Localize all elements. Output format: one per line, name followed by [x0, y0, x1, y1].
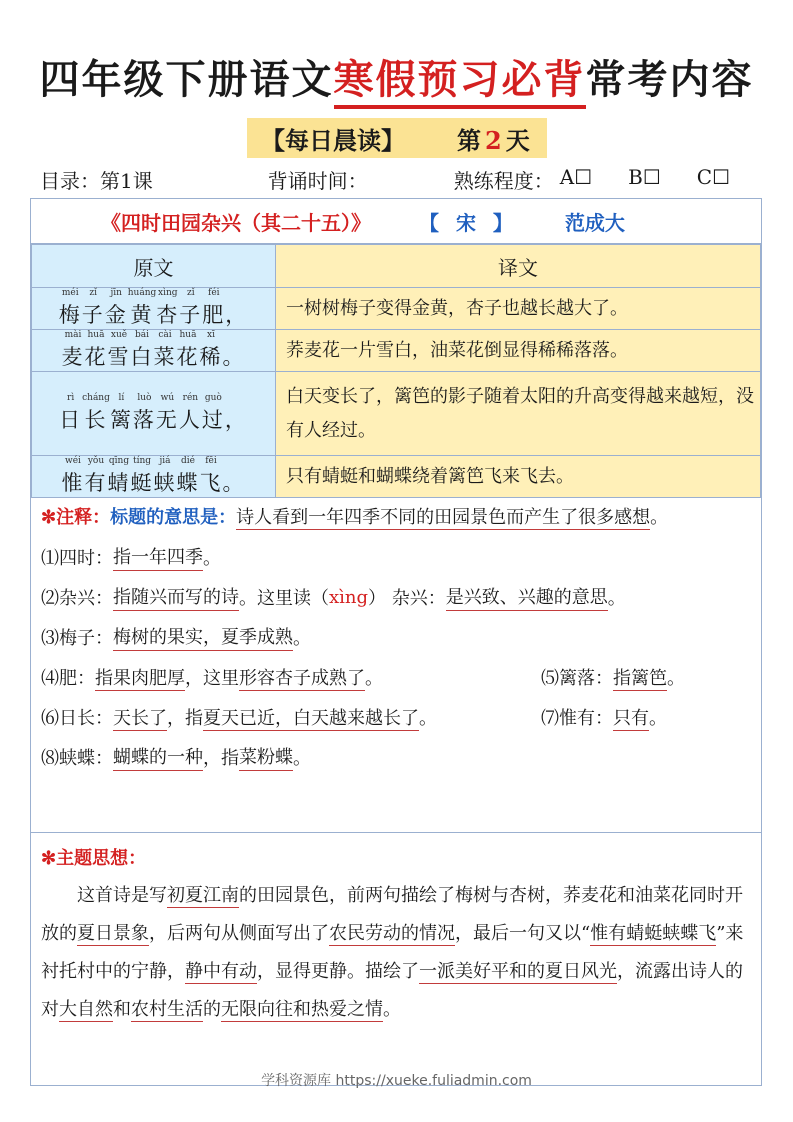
- poem-char: [82, 288, 105, 329]
- pinyin: zǐ: [186, 288, 195, 298]
- theme-text: ”来衬托村中的宁静，: [41, 923, 744, 982]
- poem-line: [32, 393, 275, 434]
- poem-char: [225, 393, 248, 434]
- poem-char: [105, 288, 128, 329]
- poem-char: [156, 393, 179, 434]
- hanzi: 惟: [61, 471, 85, 495]
- hanzi: 白: [130, 345, 154, 369]
- pinyin: xuě: [110, 330, 128, 340]
- theme-text: ，后两句从侧面写出了: [149, 923, 329, 944]
- poem-char: [85, 456, 108, 497]
- hanzi: 梅: [58, 303, 82, 327]
- title-highlight: 寒假预习必背: [334, 56, 586, 109]
- hanzi: 蜓: [130, 471, 154, 495]
- hanzi: 有: [84, 471, 108, 495]
- translation-line: 白天变长了，篱笆的影子随着太阳的升高变得越来越短，没有人经过。: [276, 372, 761, 456]
- poem-char: [82, 393, 110, 434]
- poem-char: [108, 456, 131, 497]
- pinyin: mài: [64, 330, 82, 340]
- hanzi: 花: [176, 345, 200, 369]
- theme-keyphrase: 农民劳动的情况: [329, 923, 455, 944]
- poem-header: [31, 199, 761, 244]
- theme-heading: ✻主题思想：: [41, 848, 147, 869]
- poem-char: [225, 288, 248, 329]
- poem-char: [59, 393, 82, 434]
- poem-char: [154, 456, 177, 497]
- note-item-4: ⑷肥：指果肉肥厚，这里形容杏子成熟了。: [41, 668, 383, 689]
- theme-section: [41, 841, 753, 1029]
- pinyin: lí: [118, 393, 125, 403]
- pinyin: dié: [181, 456, 195, 466]
- poem-char: [128, 288, 157, 329]
- hanzi: 杏: [156, 303, 180, 327]
- hanzi: 菜: [153, 345, 177, 369]
- theme-text: 和: [113, 999, 131, 1020]
- note-item-3: ⑶梅子： 梅树的果实，夏季成熟 。: [41, 617, 753, 657]
- theme-text: 这首诗是写: [77, 885, 167, 906]
- theme-keyphrase: 农村生活: [131, 999, 203, 1020]
- pinyin: yǒu: [87, 456, 105, 466]
- poem-char: [200, 456, 223, 497]
- theme-text: ，流露出诗人的对: [41, 961, 743, 1020]
- daily-reading-bar: [247, 118, 547, 158]
- theme-text: 的: [203, 999, 221, 1020]
- title-meaning-label: 标题的意思是：: [110, 507, 237, 528]
- pinyin-xing: xìng: [329, 586, 369, 608]
- title-part1: 四年级下册语文: [39, 56, 334, 103]
- pinyin: wéi: [65, 456, 81, 466]
- theme-keyphrase: 静中有动: [185, 961, 257, 982]
- note-item-4-5: [41, 657, 753, 697]
- pinyin: bái: [134, 330, 149, 340]
- pinyin: [225, 288, 248, 299]
- poem-line: [32, 456, 275, 497]
- poem-title: 《四时田园杂兴（其二十五）》: [101, 210, 371, 235]
- poem-char: [223, 456, 246, 497]
- theme-keyphrase: 初夏江南: [167, 885, 239, 906]
- catalog-label: 目录：第1课: [40, 168, 153, 193]
- pinyin: huáng: [127, 288, 157, 298]
- daily-reading-label: 【每日晨读】: [261, 125, 405, 155]
- theme-keyphrase: 大自然: [59, 999, 113, 1020]
- hanzi: 蛱: [153, 471, 177, 495]
- recite-time-label: 背诵时间：: [267, 168, 368, 193]
- poem-char: [223, 330, 246, 371]
- poem-char: [179, 288, 202, 329]
- table-header: [32, 245, 761, 288]
- pinyin: guò: [204, 393, 222, 403]
- poem-char: [62, 456, 85, 497]
- pinyin: wú: [160, 393, 175, 403]
- pinyin: xī: [207, 330, 215, 340]
- theme-keyphrase: 惟有蜻蜓蛱蝶飞: [590, 923, 717, 944]
- hanzi: 过: [201, 408, 225, 432]
- proficiency-option-a[interactable]: A☐: [559, 164, 593, 189]
- translation-line: 荞麦花一片雪白，油菜花倒显得稀稀落落。: [276, 330, 761, 372]
- pinyin: fēi: [205, 456, 217, 466]
- note-item-7: ⑺惟有：只有。: [541, 708, 667, 729]
- pinyin: rì: [67, 393, 75, 403]
- pinyin: zǐ: [89, 288, 98, 298]
- poem-char: [59, 288, 82, 329]
- title-meaning-text: 诗人看到一年四季不同的田园景色而产生了很多感想: [236, 507, 651, 528]
- hanzi: 麦: [61, 345, 85, 369]
- pinyin: méi: [61, 288, 79, 298]
- page-title: [0, 48, 793, 105]
- section-divider: [31, 832, 761, 833]
- table-row: [32, 330, 761, 372]
- pinyin: tíng: [132, 456, 152, 466]
- column-header-original: 原文: [32, 245, 276, 288]
- poem-char: [62, 330, 85, 371]
- hanzi: 金: [104, 303, 128, 327]
- poem-char: [156, 288, 179, 329]
- footer-watermark: 学科资源库 https://xueke.fuliadmin.com: [261, 1073, 532, 1089]
- hanzi: 日: [59, 408, 83, 432]
- theme-paragraph: [41, 877, 753, 1029]
- note-item-5: ⑸篱落：指篱笆。: [541, 668, 685, 689]
- note-item-8: ⑻蛱蝶： 蝴蝶的一种 ，指 菜粉蝶 。: [41, 737, 753, 777]
- note-item-6-7: [41, 697, 753, 737]
- pinyin: qīng: [108, 456, 130, 466]
- poem-char: [131, 456, 154, 497]
- hanzi: 花: [84, 345, 108, 369]
- column-header-translation: 译文: [276, 245, 761, 288]
- hanzi: 黄: [130, 303, 154, 327]
- hanzi: 子: [81, 303, 105, 327]
- pinyin: xìng: [158, 288, 178, 298]
- table-row: [32, 456, 761, 498]
- poem-table: [31, 244, 761, 498]
- poem-char: [133, 393, 156, 434]
- day-indicator: 第 2 天: [457, 125, 530, 155]
- poem-char: [179, 393, 202, 434]
- hanzi: ，: [225, 303, 249, 327]
- hanzi: 蜻: [107, 471, 131, 495]
- hanzi: 雪: [107, 345, 131, 369]
- hanzi: 肥: [202, 303, 226, 327]
- note-item-6: ⑹日长：天长了，指夏天已近，白天越来越长了。: [41, 708, 437, 729]
- poem-char: [85, 330, 108, 371]
- pinyin: jīn: [110, 288, 122, 298]
- hanzi: 蝶: [176, 471, 200, 495]
- translation-line: 一树树梅子变得金黄，杏子也越长越大了。: [276, 288, 761, 330]
- hanzi: 篱: [109, 408, 133, 432]
- hanzi: 长: [84, 408, 108, 432]
- hanzi: 子: [179, 303, 203, 327]
- table-row: [32, 372, 761, 456]
- poem-char: [110, 393, 133, 434]
- day-number: 2: [485, 125, 502, 155]
- poem-char: [131, 330, 154, 371]
- pinyin: huā: [179, 330, 197, 340]
- notes-section: [41, 499, 753, 777]
- notes-heading: ✻注释：: [41, 507, 111, 528]
- pinyin: jiá: [159, 456, 171, 466]
- theme-text: ，最后一句又以“: [455, 923, 591, 944]
- pinyin: huā: [87, 330, 105, 340]
- meta-row: [40, 164, 760, 194]
- hanzi: 。: [222, 345, 246, 369]
- table-row: [32, 288, 761, 330]
- theme-keyphrase: 夏日景象: [77, 923, 149, 944]
- pinyin: [225, 393, 248, 404]
- note-item-2: ⑵杂兴： 指随兴而写的诗 。这里读（ xìng ） 杂兴： 是兴致、兴趣的意思 。: [41, 577, 753, 617]
- hanzi: 飞: [199, 471, 223, 495]
- title-part2: 常考内容: [585, 56, 754, 103]
- notes-title-meaning: ✻注释：标题的意思是：诗人看到一年四季不同的田园景色而产生了很多感想。: [41, 507, 669, 528]
- hanzi: 稀: [199, 345, 223, 369]
- pinyin: cài: [158, 330, 172, 340]
- poem-char: [177, 456, 200, 497]
- hanzi: ，: [224, 408, 248, 432]
- pinyin: féi: [207, 288, 220, 298]
- proficiency-option-b[interactable]: B☐: [628, 164, 661, 189]
- pinyin: rén: [182, 393, 199, 403]
- proficiency-option-c[interactable]: C☐: [696, 164, 730, 189]
- pinyin: [223, 456, 246, 467]
- theme-text: 。: [383, 999, 401, 1020]
- poem-char: [108, 330, 131, 371]
- pinyin: luò: [137, 393, 152, 403]
- proficiency-label: 熟练程度：: [453, 168, 554, 193]
- content-box: [30, 198, 762, 1086]
- poem-char: [154, 330, 177, 371]
- note-item-1: ⑴四时： 指一年四季 。: [41, 537, 753, 577]
- poem-char: [177, 330, 200, 371]
- pinyin: cháng: [82, 393, 110, 403]
- theme-text: ，显得更静。描绘了: [257, 961, 419, 982]
- hanzi: 。: [222, 471, 246, 495]
- hanzi: 无: [155, 408, 179, 432]
- theme-keyphrase: 一派美好平和的夏日风光: [419, 961, 617, 982]
- poem-dynasty: 【 宋 】: [419, 210, 513, 235]
- poem-line: [32, 330, 275, 371]
- proficiency: [454, 165, 760, 194]
- hanzi: 人: [178, 408, 202, 432]
- poem-char: [200, 330, 223, 371]
- theme-keyphrase: 无限向往和热爱之情: [221, 999, 383, 1020]
- translation-line: 只有蜻蜓和蝴蝶绕着篱笆飞来飞去。: [276, 456, 761, 498]
- poem-char: [202, 393, 225, 434]
- theme-text: 的田园景色，前两句描绘了梅树与杏树，荞麦花和油菜花同时开放的: [41, 885, 743, 944]
- poem-author: 范成大: [564, 210, 625, 235]
- pinyin: [223, 330, 246, 341]
- hanzi: 落: [132, 408, 156, 432]
- poem-char: [202, 288, 225, 329]
- poem-line: [32, 288, 275, 329]
